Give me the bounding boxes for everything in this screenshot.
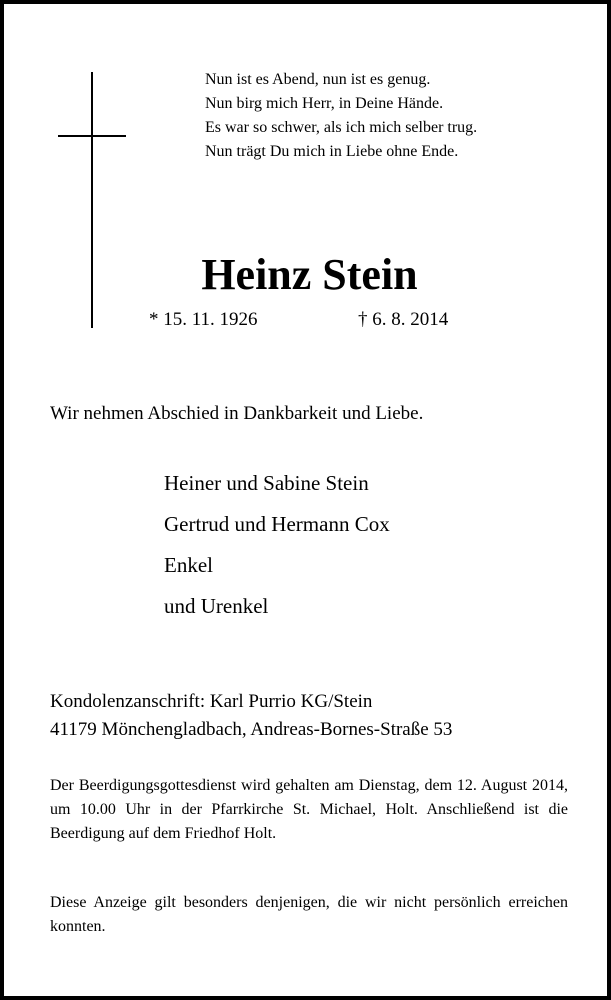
death-date: † 6. 8. 2014 xyxy=(358,309,449,330)
farewell-statement: Wir nehmen Abschied in Dankbarkeit und Liebe. xyxy=(50,403,424,424)
mourner-entry: Enkel xyxy=(164,553,213,577)
poem-line: Nun trägt Du mich in Liebe ohne Ende. xyxy=(205,143,459,160)
mourner-entry: Heiner und Sabine Stein xyxy=(164,471,369,495)
condolence-address xyxy=(50,688,452,744)
funeral-notice: Der Beerdigungsgottesdienst wird gehalten am Dienstag, dem 12. August 2014, um 10.00 Uhr in der Pfarrkirche St. Michael, Holt. Anschließend ist die Beerdigung auf dem Friedhof Holt. xyxy=(50,777,568,842)
cross-horizontal-bar xyxy=(58,135,126,137)
closing-notice: Diese Anzeige gilt besonders denjenigen, die wir nicht persönlich erreichen konnten. xyxy=(50,894,568,935)
condolence-address-line: Kondolenzanschrift: Karl Purrio KG/Stein xyxy=(50,691,373,712)
poem-line: Nun ist es Abend, nun ist es genug. xyxy=(205,71,431,88)
mourners-list xyxy=(164,469,390,633)
poem-line: Es war so schwer, als ich mich selber trug. xyxy=(205,119,478,136)
birth-date: * 15. 11. 1926 xyxy=(149,309,258,330)
poem xyxy=(205,68,477,164)
condolence-address-line: 41179 Mönchengladbach, Andreas-Bornes-Straße 53 xyxy=(50,719,453,740)
mourner-entry: Gertrud und Hermann Cox xyxy=(164,512,390,536)
mourner-entry: und Urenkel xyxy=(164,594,269,618)
deceased-name: Heinz Stein xyxy=(201,250,418,299)
poem-line: Nun birg mich Herr, in Deine Hände. xyxy=(205,95,444,112)
